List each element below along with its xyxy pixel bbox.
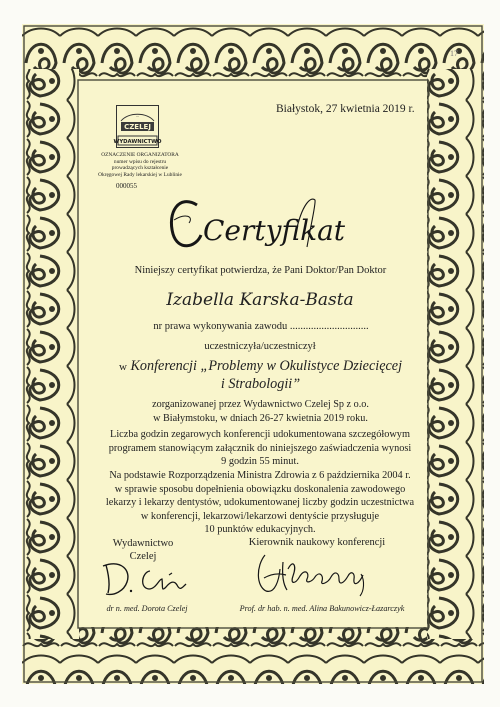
- organizer-line-1: OZNACZENIE ORGANIZATORA: [101, 152, 179, 158]
- organizer-text-line-2: w Białymstoku, w dniach 26-27 kwietnia 2019 roku.: [153, 412, 368, 424]
- organizer-text-line-1: zorganizowanej przez Wydawnictwo Czelej Sp z o.o.: [152, 399, 369, 410]
- hours-line-3: 9 godzin 55 minut.: [221, 456, 299, 467]
- regulation-line-2: w sprawie sposobu dopełnienia obowiązku doskonalenia zawodowego: [114, 483, 406, 495]
- conference-title-line-1: Konferencji „Problemy w Okulistyce Dziecięcej: [130, 358, 403, 374]
- logo-main-text: CZELEJ: [124, 123, 151, 131]
- regulation-line-5: 10 punktów edukacyjnych.: [204, 524, 316, 535]
- publisher-signature: [100, 557, 190, 597]
- title-text: Certyfikat: [203, 214, 346, 247]
- organizer-line-2: numer wpisu do rejestru: [113, 158, 167, 165]
- participant-name: Izabella Karska-Basta: [166, 290, 354, 310]
- hours-text: [100, 428, 420, 469]
- organizer-register-number: 000055: [116, 182, 137, 190]
- signatory-2-name: Prof. dr hab. n. med. Alina Bakunowicz-Łazarczyk: [239, 604, 405, 613]
- license-number-line: nr prawa wykonywania zawodu ..............................: [153, 321, 369, 332]
- organizer-line-3: prowadzących kształcenie: [111, 165, 169, 172]
- publisher-label-line-2: Czelej: [129, 551, 157, 562]
- hours-line-2: programem stanowiącym załącznik do niniejszego zaświadczenia wynosi: [108, 442, 412, 454]
- publisher-logo: [113, 105, 162, 148]
- confirmation-text: Niniejszy certyfikat potwierdza, że Pani Doktor/Pan Doktor: [134, 265, 387, 276]
- hours-line-1: Liczba godzin zegarowych konferencji udokumentowana szczegółowym: [110, 429, 410, 440]
- regulation-text: [96, 469, 424, 537]
- regulation-line-1: Na podstawie Rozporządzenia Ministra Zdrowia z 6 października 2004 r.: [109, 470, 411, 481]
- scientific-head-signature: [250, 548, 380, 598]
- conference-title-line-2: i Strabologii”: [220, 376, 301, 392]
- issue-date: Białystok, 27 kwietnia 2019 r.: [276, 103, 415, 115]
- conference-prefix: w: [118, 361, 127, 373]
- regulation-line-4: w konferencji, lekarzowi/lekarzowi dentyście przysługuje: [140, 510, 380, 522]
- conference-title: [103, 358, 418, 393]
- signatory-1-name: dr n. med. Dorota Czelej: [106, 604, 188, 613]
- logo-top-text: ...: [135, 113, 140, 118]
- organizer-line-4: Okręgowej Rady lekarskiej w Lublinie: [98, 171, 182, 178]
- organizer-text: [103, 398, 418, 425]
- logo-bottom-text: WYDAWNICTWO: [113, 139, 162, 145]
- certificate-title: [165, 192, 345, 252]
- scientific-head-label: Kierownik naukowy konferencji: [248, 537, 386, 548]
- publisher-label-line-1: Wydawnictwo: [112, 538, 174, 549]
- regulation-line-3: lekarzy i lekarzy dentystów, udokumentowanej liczby godzin uczestnictwa: [105, 497, 415, 508]
- page-number: 17: [450, 49, 458, 58]
- participation-status: uczestniczyła/uczestniczył: [204, 341, 316, 352]
- organizer-designation: [92, 152, 188, 178]
